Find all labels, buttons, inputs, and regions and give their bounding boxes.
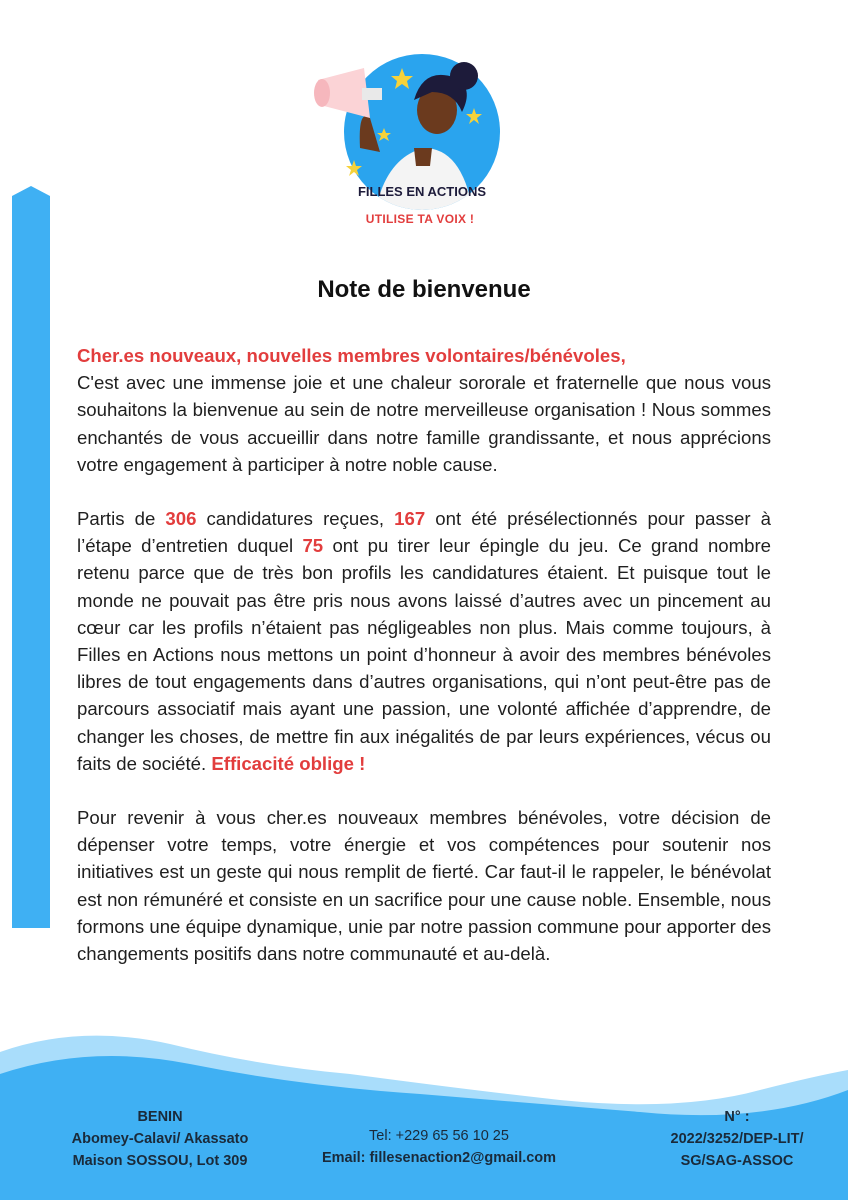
registration-label: N° : (724, 1109, 750, 1125)
registration-line2: SG/SAG-ASSOC (680, 1153, 794, 1169)
contact-phone[interactable]: Tel: +229 65 56 10 25 (369, 1128, 509, 1144)
registration-line1: 2022/3252/DEP-LIT/ (670, 1131, 804, 1147)
stat-applications: 306 (165, 508, 197, 530)
paragraph-closing: Pour revenir à vous cher.es nouveaux membres bénévoles, votre décision de dépenser votre temps, votre énergie et vos compétences pour soutenir nos initiatives est un geste qui nous remplit de fierté. Car faut-il le rappeler, le bénévolat est non rémunéré et consiste en un sacrifice pour une cause noble. Ensemble, nous formons une équipe dynamique, unie par notre passion commune pour apporter des changements positifs dans notre communauté et au-delà. (77, 807, 771, 965)
greeting: Cher.es nouveaux, nouvelles membres volontaires/bénévoles, (77, 345, 626, 366)
address-line2: Maison SOSSOU, Lot 309 (72, 1153, 248, 1169)
paragraph-intro (77, 342, 771, 478)
p2-text-d: ont pu tirer leur épingle du jeu. Ce grand nombre retenu parce que de très bon profils les candidatures étaient. Et puisque tout le monde ne pouvait pas être pris nous avons laissé d’autres avec un pincement au cœur car les profils n’étaient pas négligeables non plus. Mais comme toujours, à Filles en Actions nous mettons un point d’honneur à avoir des membres bénévoles libres de tout engagements dans d’autres organisations, qui n’ont peut-être pas de parcours associatif mais ayant une passion, une volonté affichée d’apprendre, de changer les choses, de mettre fin aux inégalités de par leurs expériences, vécus ou faits de société. (77, 535, 771, 774)
side-accent-bar (12, 196, 50, 928)
footer-contact (294, 1125, 584, 1169)
stat-selected: 75 (302, 535, 324, 557)
p2-text-a: Partis de (77, 508, 166, 530)
organization-logo (314, 48, 514, 238)
address-country: BENIN (137, 1109, 183, 1125)
footer-registration (632, 1106, 842, 1172)
letter-body (77, 342, 771, 994)
p2-text-b: candidatures reçues, (196, 508, 395, 530)
address-line1: Abomey-Calavi/ Akassato (71, 1131, 249, 1147)
contact-email[interactable]: Email: fillesenaction2@gmail.com (321, 1150, 557, 1166)
intro-text: C'est avec une immense joie et une chaleur sororale et fraternelle que nous vous souhaitons la bienvenue au sein de notre merveilleuse organisation ! Nous sommes enchantés de vous accueillir dans notre famille grandissante, et nous apprécions votre engagement à participer à notre noble cause. (77, 372, 771, 475)
logo-name: FILLES EN ACTIONS (357, 184, 487, 199)
page-title: Note de bienvenue (317, 276, 531, 303)
p2-text-c: ont été présélectionnés pour passer à l’étape d’entretien duquel (77, 508, 771, 557)
emphasis-efficacite: Efficacité oblige ! (211, 752, 366, 774)
footer-address (40, 1106, 280, 1172)
logo-tagline: UTILISE TA VOIX ! (365, 212, 475, 226)
stat-preselected: 167 (394, 508, 426, 530)
paragraph-selection (77, 505, 771, 777)
